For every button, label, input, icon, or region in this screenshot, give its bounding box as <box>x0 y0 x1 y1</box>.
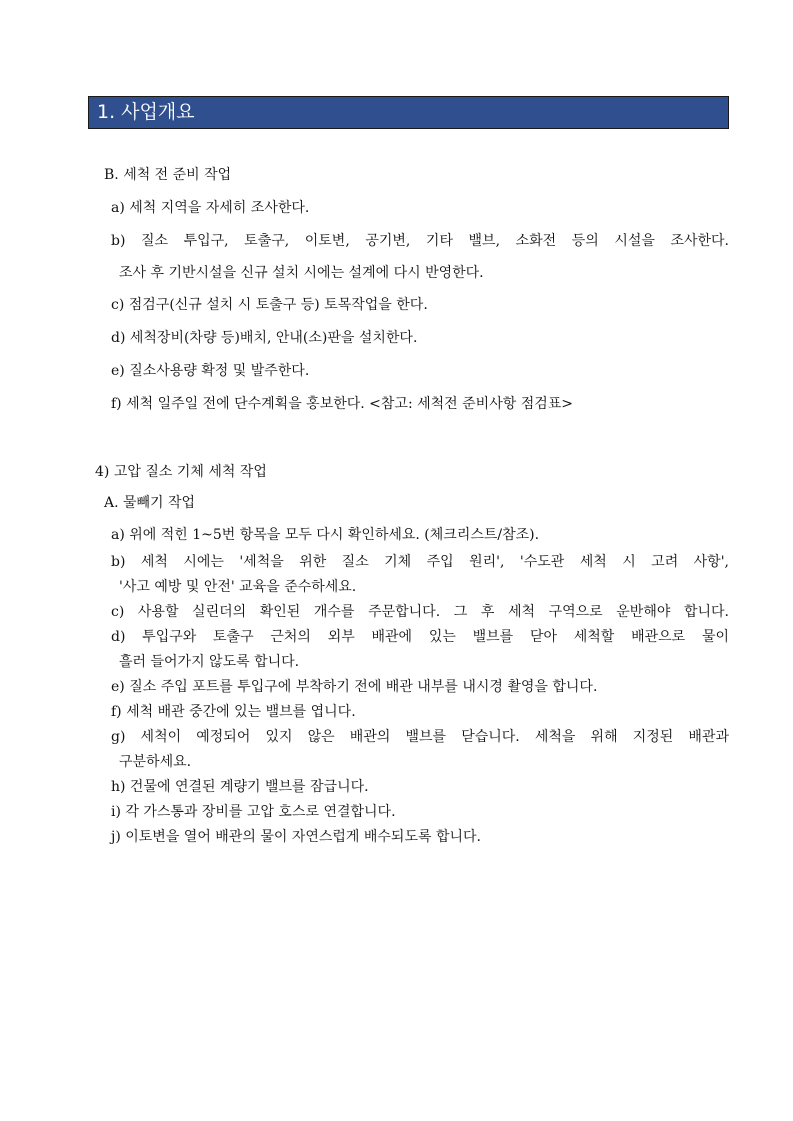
hp-item-e: e) 질소 주입 포트를 투입구에 부착하기 전에 배관 내부를 내시경 촬영을 합니다. <box>111 679 598 695</box>
hp-item-a: a) 위에 적힌 1~5번 항목을 모두 다시 확인하세요. (체크리스트/참조). <box>111 527 540 543</box>
hp-item-d-cont: 흘러 들어가지 않도록 합니다. <box>119 654 300 670</box>
high-pressure-subheading: A. 물빼기 작업 <box>104 495 196 511</box>
hp-item-c: c) 사용할 실린더의 확인된 개수를 주문합니다. 그 후 세척 구역으로 운반해야 합니다. <box>111 604 729 620</box>
prep-item-c: c) 점검구(신규 설치 시 토출구 등) 토목작업을 한다. <box>111 297 428 313</box>
hp-item-g: g) 세척이 예정되어 있지 않은 배관의 밸브를 닫습니다. 세척을 위해 지정된 배관과 <box>111 729 729 745</box>
high-pressure-heading: 4) 고압 질소 기체 세척 작업 <box>95 464 267 480</box>
hp-item-d: d) 투입구와 토출구 근처의 외부 배관에 있는 밸브를 닫아 세척할 배관으로 물이 <box>111 629 729 645</box>
hp-item-j: j) 이토변을 열어 배관의 물이 자연스럽게 배수되도록 합니다. <box>111 829 481 845</box>
prep-heading: B. 세척 전 준비 작업 <box>104 167 232 183</box>
hp-item-b-cont: '사고 예방 및 안전' 교육을 준수하세요. <box>119 579 357 595</box>
prep-item-e: e) 질소사용량 확정 및 발주한다. <box>111 363 310 379</box>
prep-item-d: d) 세척장비(차량 등)배치, 안내(소)판을 설치한다. <box>111 330 418 346</box>
hp-item-b: b) 세척 시에는 '세척을 위한 질소 기체 주입 원리', '수도관 세척 시 고려 사항', <box>111 554 729 570</box>
prep-item-f: f) 세척 일주일 전에 단수계획을 홍보한다. <참고: 세척전 준비사항 점검표> <box>111 396 573 412</box>
prep-item-b: b) 질소 투입구, 토출구, 이토변, 공기변, 기타 밸브, 소화전 등의 시설을 조사한다. <box>111 233 729 249</box>
section-title-bar: 1. 사업개요 <box>88 96 729 129</box>
hp-item-i: i) 각 가스통과 장비를 고압 호스로 연결합니다. <box>111 804 396 820</box>
hp-item-g-cont: 구분하세요. <box>119 754 192 770</box>
prep-item-b-cont: 조사 후 기반시설을 신규 설치 시에는 설계에 다시 반영한다. <box>119 265 484 281</box>
hp-item-h: h) 건물에 연결된 계량기 밸브를 잠급니다. <box>111 779 369 795</box>
prep-item-a: a) 세척 지역을 자세히 조사한다. <box>111 200 310 216</box>
hp-item-f: f) 세척 배관 중간에 있는 밸브를 엽니다. <box>111 704 356 720</box>
